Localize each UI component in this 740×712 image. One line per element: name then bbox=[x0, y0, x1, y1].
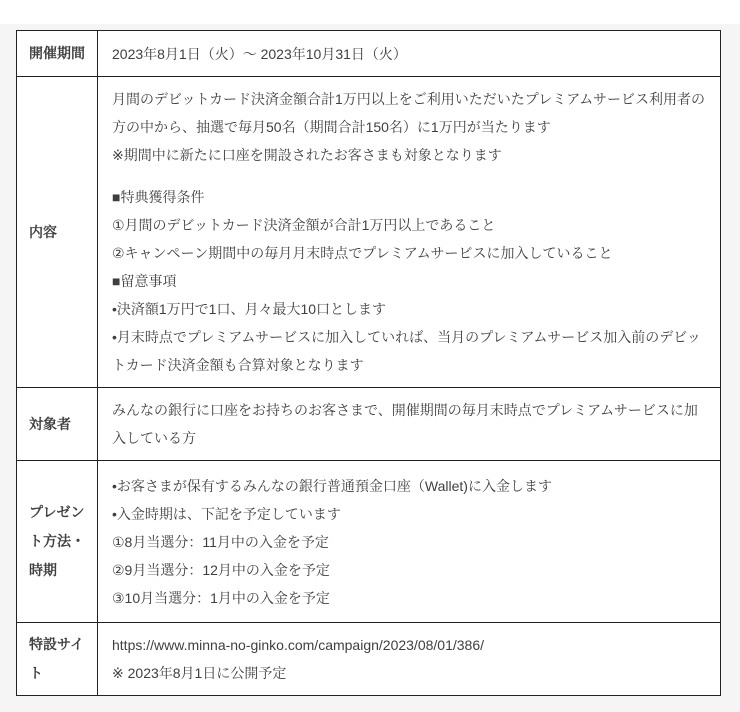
text-line: •お客さまが保有するみんなの銀行普通預金口座（Wallet)に入金します bbox=[112, 477, 552, 494]
row-event-period bbox=[17, 31, 720, 77]
text-line: トカード決済金額も合算対象となります bbox=[112, 357, 364, 373]
text-line: ①月間のデビットカード決済金額が合計1万円以上であること bbox=[112, 217, 496, 233]
text-line: https://www.minna-no-ginko.com/campaign/2023/08/01/386/ bbox=[112, 637, 484, 653]
row-details bbox=[17, 77, 720, 388]
text-line: 月間のデビットカード決済金額合計1万円以上をご利用いただいたプレミアムサービス利用者の bbox=[112, 91, 705, 107]
text-line: •月末時点でプレミアムサービスに加入していれば、当月のプレミアムサービス加入前のデビッ bbox=[112, 329, 701, 345]
text-line: 入している方 bbox=[112, 430, 196, 446]
text-line: ①8月当選分：11月中の入金を予定 bbox=[112, 533, 329, 550]
text-line: •決済額1万円で1口、月々最大10口とします bbox=[112, 301, 387, 317]
row-content-prize-method bbox=[98, 461, 720, 622]
text-line: ②9月当選分：12月中の入金を予定 bbox=[112, 561, 330, 578]
text-line: ③10月当選分：1月中の入金を予定 bbox=[112, 589, 330, 606]
text-line: 2023年8月1日（火）～ 2023年10月31日（火） bbox=[112, 45, 407, 62]
row-content-details bbox=[98, 77, 720, 387]
row-label-eligibility: 対象者 bbox=[17, 388, 98, 460]
campaign-info-table bbox=[16, 30, 721, 696]
text-line: みんなの銀行に口座をお持ちのお客さまで、開催期間の毎月末時点でプレミアムサービスに加 bbox=[112, 402, 698, 418]
row-label-event-period: 開催期間 bbox=[17, 31, 98, 76]
row-label-prize-method: プレゼント方法・時期 bbox=[17, 461, 98, 622]
row-eligibility bbox=[17, 388, 720, 461]
text-line: •入金時期は、下記を予定しています bbox=[112, 505, 341, 522]
text-line: ■特典獲得条件 bbox=[112, 189, 205, 205]
text-line: ※ 2023年8月1日に公開予定 bbox=[112, 665, 287, 681]
text-line: ②キャンペーン期間中の毎月月末時点でプレミアムサービスに加入していること bbox=[112, 245, 613, 261]
text-line: ■留意事項 bbox=[112, 273, 177, 289]
row-label-special-site: 特設サイト bbox=[17, 623, 98, 695]
text-line bbox=[112, 169, 706, 183]
row-label-details: 内容 bbox=[17, 77, 98, 387]
text-line: ※期間中に新たに口座を開設されたお客さまも対象となります bbox=[112, 147, 502, 163]
row-prize-method bbox=[17, 461, 720, 623]
text-line: 方の中から、抽選で毎月50名（期間合計150名）に1万円が当たります bbox=[112, 119, 551, 135]
row-special-site bbox=[17, 623, 720, 695]
row-content-special-site bbox=[98, 623, 720, 695]
row-content-eligibility bbox=[98, 388, 720, 460]
row-content-event-period bbox=[98, 31, 720, 76]
